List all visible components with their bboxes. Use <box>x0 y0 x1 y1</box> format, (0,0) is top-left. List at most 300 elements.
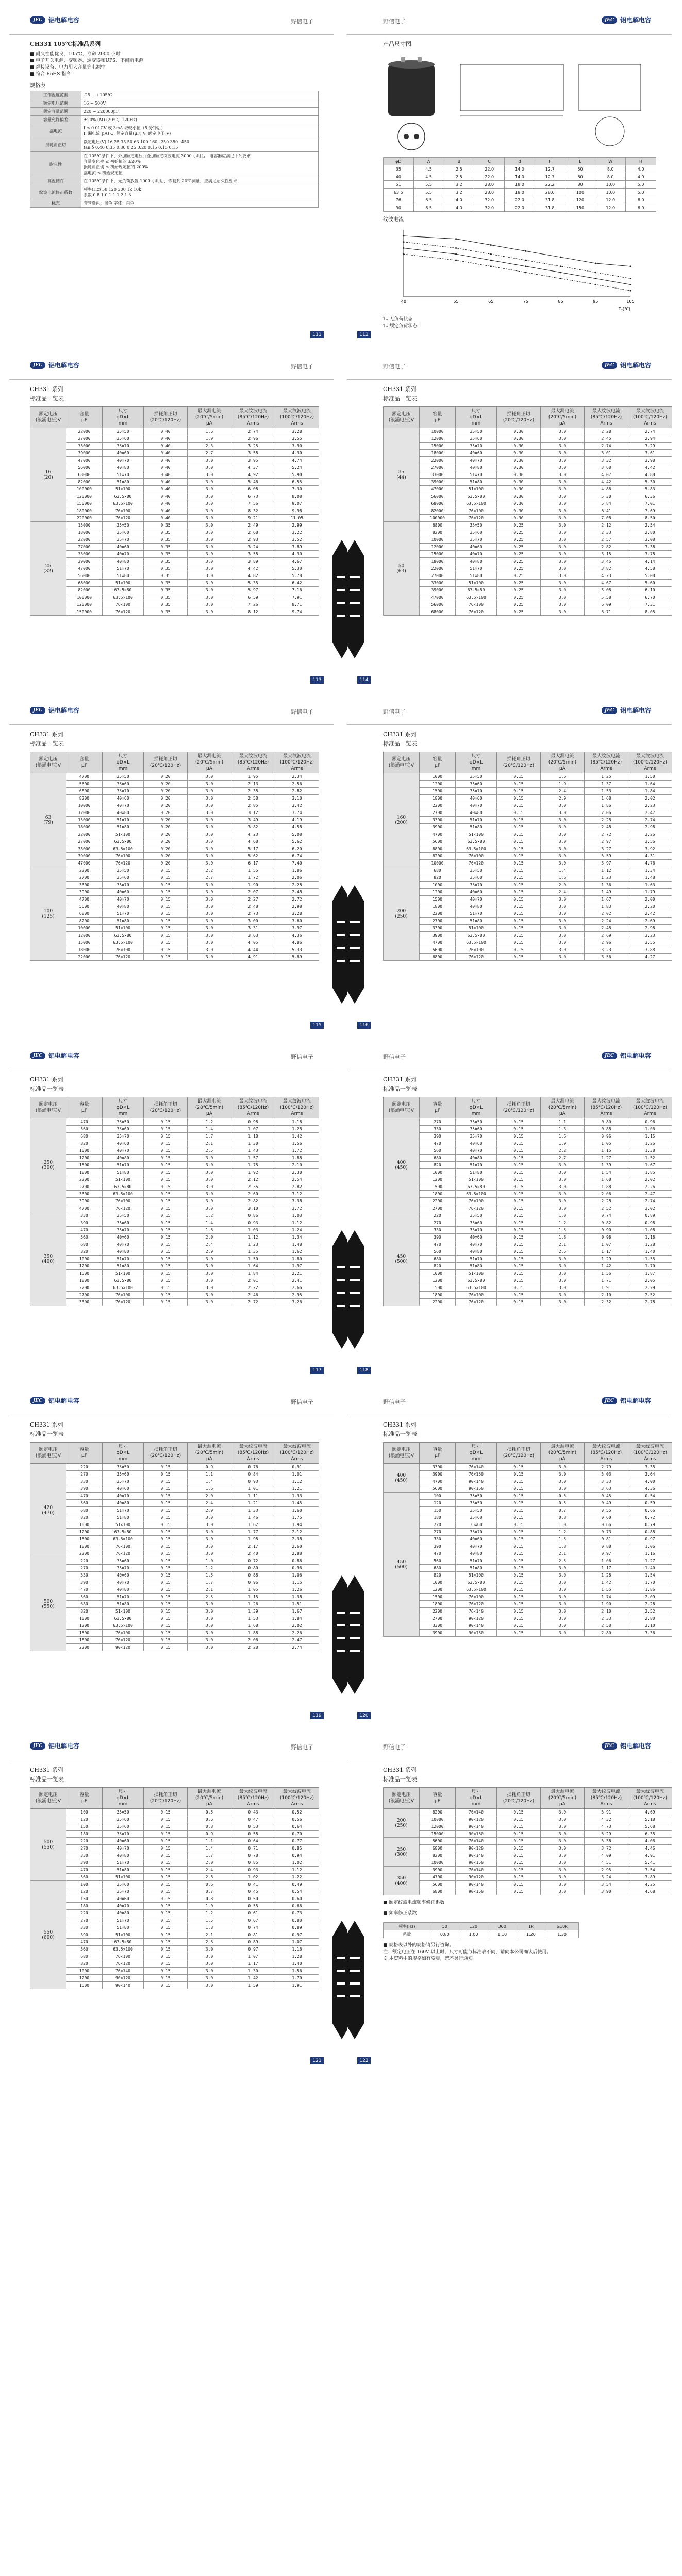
table-cell: 0.15 <box>144 1601 188 1608</box>
data-point <box>403 253 405 255</box>
table-cell: 3.91 <box>585 1809 628 1816</box>
table-cell: 4.37 <box>231 464 275 471</box>
table-cell: 6.36 <box>628 493 672 500</box>
table-cell: 0.15 <box>497 795 541 802</box>
table-row <box>30 507 319 515</box>
table-cell: 2200 <box>420 1608 456 1615</box>
table-cell: 0.7 <box>541 1507 585 1514</box>
table-cell: 0.15 <box>144 1543 188 1550</box>
table-cell: 0.15 <box>497 1277 541 1284</box>
table-cell: 2.42 <box>628 910 672 918</box>
side-tab-bar <box>350 576 360 578</box>
table-cell: 3.0 <box>188 587 231 594</box>
table-cell: 3.0 <box>541 1464 585 1471</box>
table-cell: 120 <box>66 1888 103 1895</box>
header-company: 野信电子 <box>383 18 406 25</box>
column-header: 最大纹波电流 (100℃/120Hz) Arms <box>628 752 672 773</box>
table-cell: 8.32 <box>231 507 275 515</box>
dimension-cell: 10.0 <box>595 181 626 189</box>
table-cell: 470 <box>420 1241 456 1248</box>
side-tab-bar <box>350 1650 360 1652</box>
table-row <box>384 1594 672 1601</box>
table-cell: 820 <box>66 1960 103 1968</box>
spec-value: 16 ~ 500V <box>81 99 319 108</box>
table-cell: 3.0 <box>541 802 585 809</box>
table-cell: 40×60 <box>456 1536 497 1543</box>
table-cell: 90×120 <box>456 1874 497 1881</box>
table-cell: 0.40 <box>144 435 188 443</box>
table-cell: 2.06 <box>231 1637 275 1644</box>
table-cell: 2.5 <box>188 1147 231 1155</box>
table-cell: 1.79 <box>628 889 672 896</box>
table-cell: 0.55 <box>231 1903 275 1910</box>
table-cell: 3.0 <box>541 1198 585 1205</box>
table-cell: 0.15 <box>144 946 188 954</box>
table-cell: 2.0 <box>541 882 585 889</box>
table-cell: 7.08 <box>585 515 628 522</box>
data-point <box>525 272 526 273</box>
table-row <box>384 608 672 616</box>
table-row <box>30 450 319 457</box>
table-cell: 1.63 <box>628 882 672 889</box>
spec-value: 额定电压(V) 16 25 35 50 63 100 160~250 350~450 tan δ 0.40 0.35 0.30 0.25 0.20 0.15 0.15 0.15 <box>81 138 319 152</box>
table-cell: 1000 <box>66 1147 103 1155</box>
table-cell: 3.0 <box>541 1622 585 1630</box>
table-cell: 0.45 <box>585 1493 628 1500</box>
product-table <box>383 752 672 961</box>
voltage-group-cell: 350 (400) <box>30 1212 66 1306</box>
table-cell: 0.40 <box>144 479 188 486</box>
table-cell: 3.0 <box>541 1579 585 1586</box>
table-cell: 5.35 <box>231 580 275 587</box>
table-cell: 7.91 <box>275 594 319 601</box>
table-cell: 35×50 <box>103 867 144 874</box>
table-cell: 0.20 <box>144 773 188 781</box>
table-cell: 63.5×100 <box>103 594 144 601</box>
table-cell: 820 <box>420 874 456 882</box>
table-cell: 0.50 <box>231 1895 275 1903</box>
table-cell: 3.63 <box>231 932 275 939</box>
table-cell: 35×50 <box>456 1212 497 1219</box>
table-cell: 0.15 <box>144 1212 188 1219</box>
table-cell: 1.6 <box>188 1227 231 1234</box>
table-cell: 39000 <box>66 853 103 860</box>
table-cell: 0.15 <box>144 1838 188 1845</box>
table-cell: 5.30 <box>585 493 628 500</box>
column-header: 尺寸 φD×L mm <box>103 407 144 428</box>
table-cell: 2.99 <box>275 522 319 529</box>
table-cell: 63.5×100 <box>456 500 497 507</box>
table-cell: 76×100 <box>103 1292 144 1299</box>
table-cell: 1.15 <box>231 1594 275 1601</box>
table-cell: 5.18 <box>628 1816 672 1823</box>
dimension-header: F <box>535 158 565 165</box>
capacitor-drawing <box>383 54 651 152</box>
table-cell: 120 <box>420 1500 456 1507</box>
table-row <box>30 1248 319 1256</box>
table-row <box>384 1191 672 1198</box>
table-cell: 0.15 <box>144 1118 188 1126</box>
table-cell: 0.53 <box>231 1823 275 1831</box>
table-cell: 0.15 <box>144 1126 188 1133</box>
table-cell: 820 <box>66 1140 103 1147</box>
table-row <box>384 601 672 608</box>
table-cell: 76×100 <box>456 853 497 860</box>
table-row <box>30 1975 319 1982</box>
voltage-group-cell: 250 (300) <box>384 1838 420 1867</box>
table-cell: 3.01 <box>585 450 628 457</box>
table-cell: 1.06 <box>628 1126 672 1133</box>
table-cell: 35×50 <box>103 428 144 435</box>
table-cell: 63.5×100 <box>103 1946 144 1953</box>
table-cell: 3.24 <box>585 1874 628 1881</box>
table-cell: 4.36 <box>628 1485 672 1493</box>
table-cell: 3.0 <box>188 896 231 903</box>
table-cell: 270 <box>66 1565 103 1572</box>
table-cell: 3.0 <box>541 1831 585 1838</box>
table-cell: 51×70 <box>456 1557 497 1565</box>
table-cell: 0.15 <box>144 1227 188 1234</box>
table-row <box>30 1471 319 1478</box>
table-row <box>30 580 319 587</box>
table-cell: 2.52 <box>628 1292 672 1299</box>
table-cell: 8200 <box>420 1852 456 1859</box>
table-cell: 0.15 <box>144 1270 188 1277</box>
table-cell: 1.40 <box>628 1565 672 1572</box>
table-row <box>30 1881 319 1888</box>
table-row <box>384 450 672 457</box>
voltage-group-cell: 160 (200) <box>384 773 420 867</box>
page-header <box>9 1735 334 1760</box>
brand-logo <box>602 15 651 24</box>
table-cell: 1.46 <box>231 1514 275 1521</box>
table-row <box>384 954 672 961</box>
table-cell: 0.15 <box>497 910 541 918</box>
page-header <box>9 354 334 380</box>
table-cell: 0.15 <box>144 1968 188 1975</box>
table-cell: 1.26 <box>628 1140 672 1147</box>
table-cell: 3.0 <box>188 1270 231 1277</box>
table-cell: 1.43 <box>231 1147 275 1155</box>
table-cell: 4.06 <box>628 1838 672 1845</box>
table-cell: 51×70 <box>103 1162 144 1169</box>
table-cell: 390 <box>420 1234 456 1241</box>
table-row <box>384 1140 672 1147</box>
table-cell: 3.97 <box>275 925 319 932</box>
table-cell: 51×100 <box>456 1270 497 1277</box>
table-row <box>30 435 319 443</box>
table-cell: 3.0 <box>541 1292 585 1299</box>
table-cell: 1.55 <box>231 867 275 874</box>
table-row <box>384 1471 672 1478</box>
table-cell: 63.5×80 <box>103 838 144 845</box>
table-cell: 1.3 <box>541 1126 585 1133</box>
table-cell: 40×70 <box>103 1903 144 1910</box>
table-cell: 3.0 <box>188 580 231 587</box>
data-point <box>455 253 457 255</box>
table-cell: 51×100 <box>103 1874 144 1881</box>
table-cell: 3.0 <box>541 1572 585 1579</box>
column-header: 最大纹波电流 (100℃/120Hz) Arms <box>628 407 672 428</box>
data-point <box>560 272 561 273</box>
table-row <box>30 1608 319 1615</box>
table-cell: 1200 <box>420 781 456 788</box>
table-cell: 0.15 <box>144 874 188 882</box>
table-cell: 270 <box>66 1917 103 1924</box>
table-cell: 7.16 <box>275 587 319 594</box>
table-cell: 3.0 <box>541 1845 585 1852</box>
voltage-group-cell: 250 (300) <box>30 1118 66 1212</box>
table-cell: 4.05 <box>231 939 275 946</box>
table-cell: 0.15 <box>497 1565 541 1572</box>
table-cell: 22000 <box>66 536 103 544</box>
table-cell: 0.15 <box>497 1270 541 1277</box>
table-row <box>30 889 319 896</box>
table-row <box>30 1270 319 1277</box>
table-row <box>30 457 319 464</box>
capacitor-body-front <box>388 64 435 116</box>
table-cell: 0.15 <box>497 1601 541 1608</box>
table-cell: 1.42 <box>585 1263 628 1270</box>
table-cell: 90×150 <box>456 1831 497 1838</box>
table-cell: 40×80 <box>103 1910 144 1917</box>
data-point <box>403 241 405 243</box>
table-cell: 0.15 <box>144 889 188 896</box>
table-cell: 40×60 <box>103 795 144 802</box>
column-header: 损耗角正切 (20℃/120Hz) <box>497 752 541 773</box>
table-row <box>384 882 672 889</box>
table-cell: 330 <box>420 1536 456 1543</box>
dimension-cell: 4.5 <box>413 173 444 181</box>
table-cell: 0.15 <box>497 896 541 903</box>
brand-logo <box>602 706 651 715</box>
table-row <box>30 918 319 925</box>
table-cell: 0.15 <box>497 845 541 853</box>
table-cell: 0.15 <box>497 1809 541 1816</box>
table-cell: 76×100 <box>456 507 497 515</box>
dimension-header: H <box>626 158 656 165</box>
table-cell: 150 <box>66 1895 103 1903</box>
table-cell: 1.54 <box>628 1572 672 1579</box>
table-cell: 0.30 <box>497 507 541 515</box>
table-cell: 1.75 <box>275 1514 319 1521</box>
data-point <box>560 278 561 279</box>
table-cell: 0.15 <box>144 1615 188 1622</box>
table-cell: 90×140 <box>103 1982 144 1989</box>
footer-notes <box>383 1942 651 1962</box>
table-cell: 12000 <box>420 544 456 551</box>
table-cell: 1.34 <box>628 867 672 874</box>
table-cell: 0.15 <box>144 954 188 961</box>
table-cell: 0.15 <box>144 1579 188 1586</box>
table-cell: 12000 <box>420 435 456 443</box>
table-cell: 51×70 <box>103 1256 144 1263</box>
table-cell: 3.26 <box>628 831 672 838</box>
table-cell: 0.15 <box>497 1823 541 1831</box>
table-cell: 0.15 <box>497 1608 541 1615</box>
table-cell: 330 <box>66 1212 103 1219</box>
table-row <box>30 572 319 580</box>
table-cell: 270 <box>420 1118 456 1126</box>
table-cell: 1000 <box>420 1579 456 1586</box>
table-row <box>384 435 672 443</box>
table-cell: 35×50 <box>456 428 497 435</box>
table-cell: 1.25 <box>585 773 628 781</box>
table-cell: 1.05 <box>231 1586 275 1594</box>
table-cell: 4.51 <box>585 1859 628 1867</box>
table-cell: 0.20 <box>144 845 188 853</box>
table-cell: 35×60 <box>456 529 497 536</box>
table-cell: 4.25 <box>628 1881 672 1888</box>
table-cell: 40×80 <box>103 464 144 471</box>
brand-logo <box>30 1051 79 1060</box>
table-cell: 0.15 <box>144 1147 188 1155</box>
table-cell: 3.28 <box>275 910 319 918</box>
column-header: 容量 μF <box>66 1097 103 1118</box>
spec-row <box>30 199 319 208</box>
table-cell: 76×150 <box>456 1471 497 1478</box>
dims-title: 产品尺寸图 <box>383 41 411 47</box>
table-cell: 90×140 <box>456 1622 497 1630</box>
table-cell: 180 <box>66 1831 103 1838</box>
table-cell: 63.5×80 <box>456 1277 497 1284</box>
table-cell: 0.15 <box>497 1234 541 1241</box>
table-cell: 0.15 <box>144 1867 188 1874</box>
table-cell: 1.06 <box>585 1557 628 1565</box>
dimension-cell: 32.0 <box>474 204 505 212</box>
table-cell: 2.48 <box>231 903 275 910</box>
table-cell: 3.0 <box>541 601 585 608</box>
table-cell: 51×70 <box>456 471 497 479</box>
table-cell: 0.15 <box>144 1637 188 1644</box>
table-cell: 51×80 <box>456 824 497 831</box>
table-row <box>384 1118 672 1126</box>
table-cell: 0.15 <box>144 896 188 903</box>
series-label: CH331 系列 <box>383 1076 417 1083</box>
table-cell: 1.62 <box>275 1248 319 1256</box>
table-cell: 3.0 <box>541 558 585 565</box>
column-header: 尺寸 φD×L mm <box>103 1443 144 1464</box>
table-cell: 1.01 <box>231 1485 275 1493</box>
table-cell: 1.2 <box>541 1529 585 1536</box>
table-cell: 27000 <box>420 572 456 580</box>
table-cell: 0.90 <box>585 1227 628 1234</box>
table-row <box>384 493 672 500</box>
table-cell: 4.76 <box>628 860 672 867</box>
footer-title: ■ 额定纹波电流频率修正系数 <box>383 1900 445 1905</box>
table-cell: 0.35 <box>144 594 188 601</box>
table-cell: 2.4 <box>188 1241 231 1248</box>
table-cell: 35×70 <box>456 788 497 795</box>
table-row <box>384 536 672 544</box>
table-cell: 1.67 <box>585 896 628 903</box>
table-row <box>30 1191 319 1198</box>
table-cell: 3.74 <box>275 809 319 817</box>
table-cell: 2.3 <box>188 443 231 450</box>
table-cell: 3.0 <box>541 824 585 831</box>
table-cell: 1.1 <box>188 1838 231 1845</box>
table-cell: 1.5 <box>188 1917 231 1924</box>
table-row <box>30 932 319 939</box>
table-cell: 0.15 <box>497 817 541 824</box>
side-tab-marker <box>345 1230 364 1349</box>
table-cell: 3.0 <box>188 515 231 522</box>
table-cell: 2.56 <box>275 781 319 788</box>
table-cell: 0.15 <box>144 1219 188 1227</box>
table-cell: 33000 <box>420 471 456 479</box>
table-cell: 35×50 <box>103 1464 144 1471</box>
table-row <box>384 773 672 781</box>
table-cell: 10000 <box>420 428 456 435</box>
table-cell: 0.81 <box>231 1931 275 1939</box>
page-subtitle: 标准品一览表 <box>383 395 417 402</box>
table-cell: 0.15 <box>144 1594 188 1601</box>
table-cell: 51×100 <box>456 1572 497 1579</box>
column-header: 最大纹波电流 (85℃/120Hz) Arms <box>585 1443 628 1464</box>
table-cell: 0.15 <box>144 1205 188 1212</box>
frequency-value: 1.20 <box>517 1930 545 1938</box>
table-cell: 63.5×80 <box>103 1615 144 1622</box>
frequency-header: 频率(Hz) <box>384 1923 430 1930</box>
table-cell: 0.40 <box>144 464 188 471</box>
table-cell: 76×100 <box>456 1292 497 1299</box>
dimension-row <box>384 165 656 173</box>
table-cell: 51×70 <box>456 910 497 918</box>
table-cell: 0.15 <box>144 918 188 925</box>
spec-row <box>30 91 319 99</box>
table-cell: 3900 <box>420 1867 456 1874</box>
table-cell: 3.0 <box>188 1644 231 1651</box>
table-cell: 35×70 <box>103 1565 144 1572</box>
table-cell: 3.0 <box>541 1299 585 1306</box>
table-cell: 2.74 <box>628 428 672 435</box>
table-row <box>384 1543 672 1550</box>
data-point <box>403 247 405 249</box>
table-cell: 3900 <box>420 824 456 831</box>
table-cell: 4.86 <box>585 486 628 493</box>
table-cell: 2.7 <box>541 1155 585 1162</box>
table-cell: 15000 <box>66 939 103 946</box>
frequency-header-row <box>384 1923 579 1930</box>
table-cell: 4.58 <box>628 565 672 572</box>
table-cell: 3.0 <box>541 551 585 558</box>
table-cell: 1.56 <box>585 1270 628 1277</box>
table-cell: 2200 <box>420 802 456 809</box>
table-cell: 63.5×100 <box>103 1284 144 1292</box>
table-cell: 22000 <box>66 831 103 838</box>
table-cell: 56000 <box>420 601 456 608</box>
brand-name: 铝电解电容 <box>48 362 80 369</box>
table-row <box>30 1622 319 1630</box>
table-row <box>30 1140 319 1147</box>
table-cell: 0.15 <box>144 882 188 889</box>
table-cell: 1.7 <box>188 1579 231 1586</box>
table-row <box>384 1579 672 1586</box>
table-cell: 4700 <box>420 1874 456 1881</box>
table-cell: 470 <box>66 1867 103 1874</box>
table-cell: 0.15 <box>497 932 541 939</box>
table-cell: 76×100 <box>103 853 144 860</box>
table-cell: 35×70 <box>103 1227 144 1234</box>
brand-logo-icon: JEC <box>30 362 45 369</box>
table-cell: 3.0 <box>188 853 231 860</box>
table-cell: 390 <box>66 1931 103 1939</box>
table-cell: 2.93 <box>231 536 275 544</box>
table-cell: 0.25 <box>497 529 541 536</box>
table-cell: 2.95 <box>585 1867 628 1874</box>
table-cell: 1.03 <box>231 1227 275 1234</box>
table-cell: 1.4 <box>188 1845 231 1852</box>
